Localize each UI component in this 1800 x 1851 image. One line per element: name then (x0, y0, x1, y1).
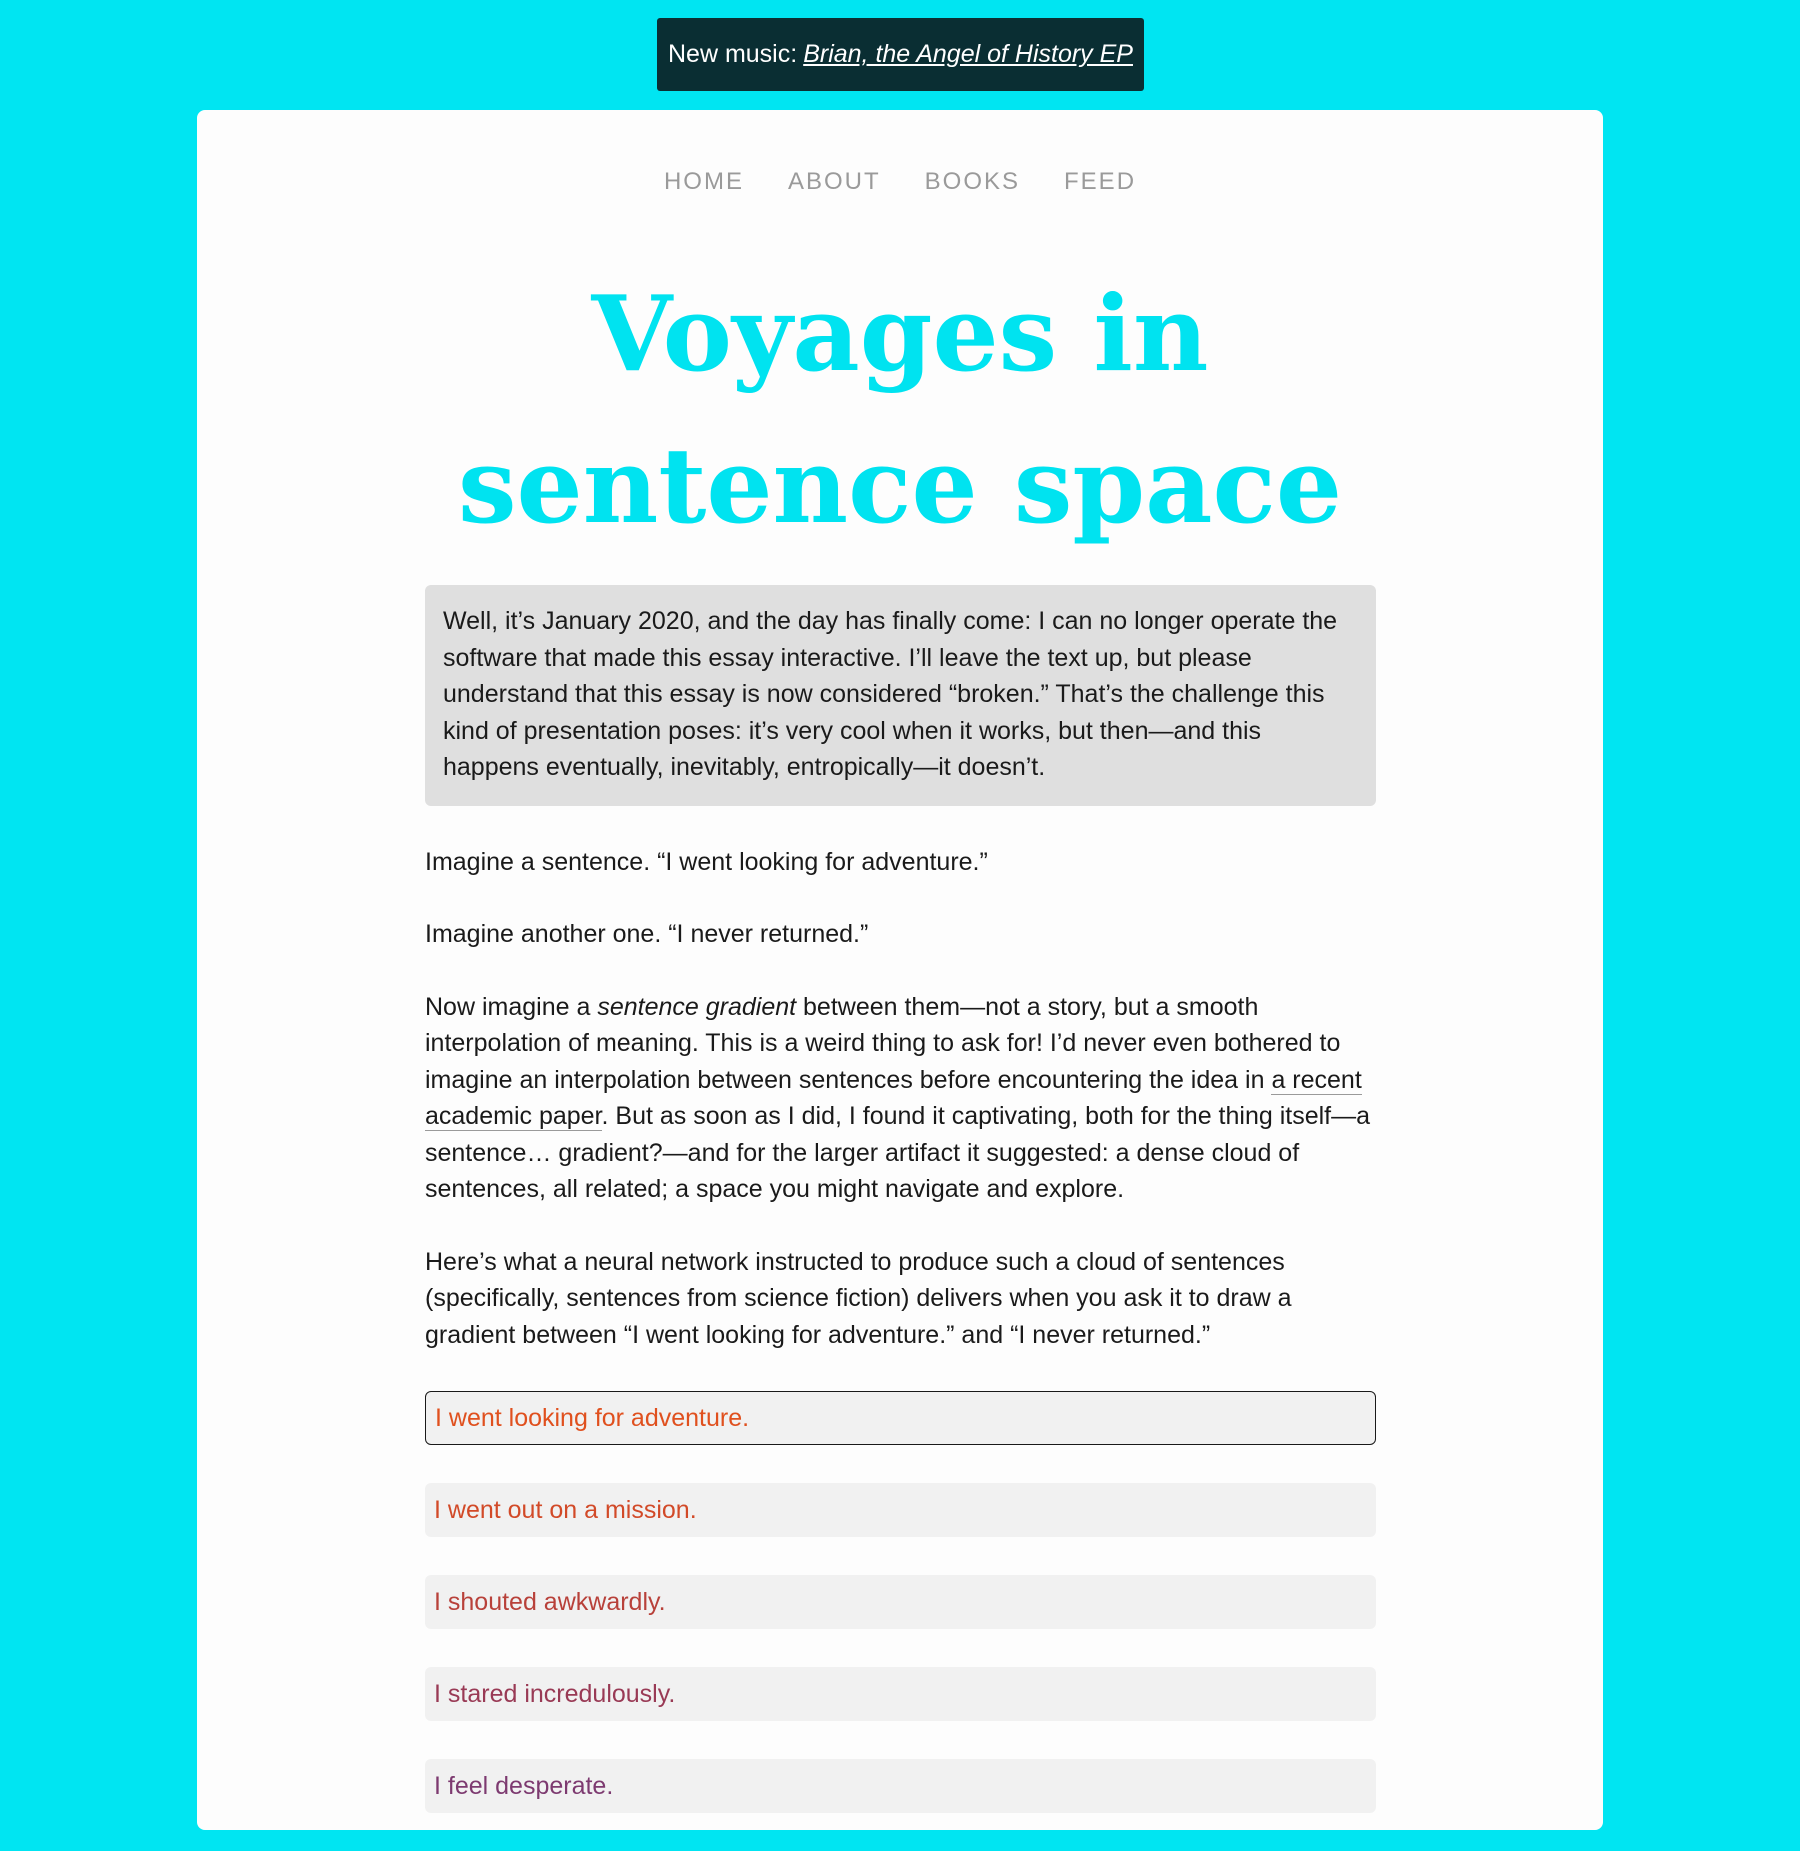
gradient-sentence[interactable] (425, 1667, 1376, 1721)
gradient-sentence-text: I went out on a mission. (434, 1495, 697, 1524)
sentence-gradient-emphasis: sentence gradient (597, 992, 797, 1021)
paragraph-2: Imagine another one. “I never returned.” (425, 920, 869, 948)
broken-notice: Well, it’s January 2020, and the day has finally come: I can no longer operate the software that made this essay interactive. I’ll leave the text up, but please understand that this essay is now considered “broken.” That’s the challenge this kind of presentation poses: it’s very cool when it works, but then—and this happens eventually, inevitably, entropically—it doesn’t. (425, 585, 1376, 806)
gradient-sentence[interactable] (425, 1391, 1376, 1445)
sentence-gradient-list (425, 1391, 1376, 1813)
title-line-1: Voyages in (591, 272, 1209, 395)
gradient-sentence-text: I shouted awkwardly. (434, 1587, 666, 1616)
paragraph-4: Here’s what a neural network instructed to produce such a cloud of sentences (specifically, sentences from science fiction) delivers when you ask it to draw a gradient between “I went looking for adventure.” and “I never returned.” (425, 1247, 1292, 1349)
gradient-sentence-text: I feel desperate. (434, 1771, 614, 1800)
paragraph-3-text-b: between them—not a story, but a smooth interpolation of meaning. This is a weird thing to ask for! I’d never even bothered to imagine an interpolation between sentences before encountering the idea in (425, 992, 1341, 1094)
gradient-sentence[interactable] (425, 1483, 1376, 1537)
title-line-2: sentence space (458, 424, 1342, 547)
paragraph-3-text-a: Now imagine a (425, 992, 598, 1021)
academic-paper-link[interactable]: a recent academic paper (425, 1065, 1362, 1130)
article-body (425, 585, 1376, 1851)
paragraph-3-text-c: . But as soon as I did, I found it captivating, both for the thing itself—a sentence… gradient?—and for the larger artifact it suggested: a dense cloud of sentences, all related; a space you might navigate and explore. (425, 1102, 1371, 1203)
announcement-banner (657, 18, 1144, 91)
announcement-prefix: New music: (668, 40, 798, 68)
paragraph-1: Imagine a sentence. “I went looking for adventure.” (425, 847, 988, 876)
gradient-sentence-text: I went looking for adventure. (435, 1403, 750, 1432)
paragraph-3 (425, 989, 1376, 1208)
gradient-sentence[interactable] (425, 1759, 1376, 1813)
nav-home[interactable]: HOME (663, 168, 744, 195)
gradient-sentence[interactable] (425, 1575, 1376, 1629)
gradient-sentence-text: I stared incredulously. (434, 1679, 676, 1708)
nav-books[interactable]: BOOKS (924, 168, 1021, 195)
announcement-link[interactable]: Brian, the Angel of History EP (803, 40, 1133, 68)
page-title (0, 258, 1800, 562)
nav-about[interactable]: ABOUT (787, 168, 881, 195)
main-nav (0, 168, 1800, 196)
nav-feed[interactable]: FEED (1064, 168, 1137, 195)
